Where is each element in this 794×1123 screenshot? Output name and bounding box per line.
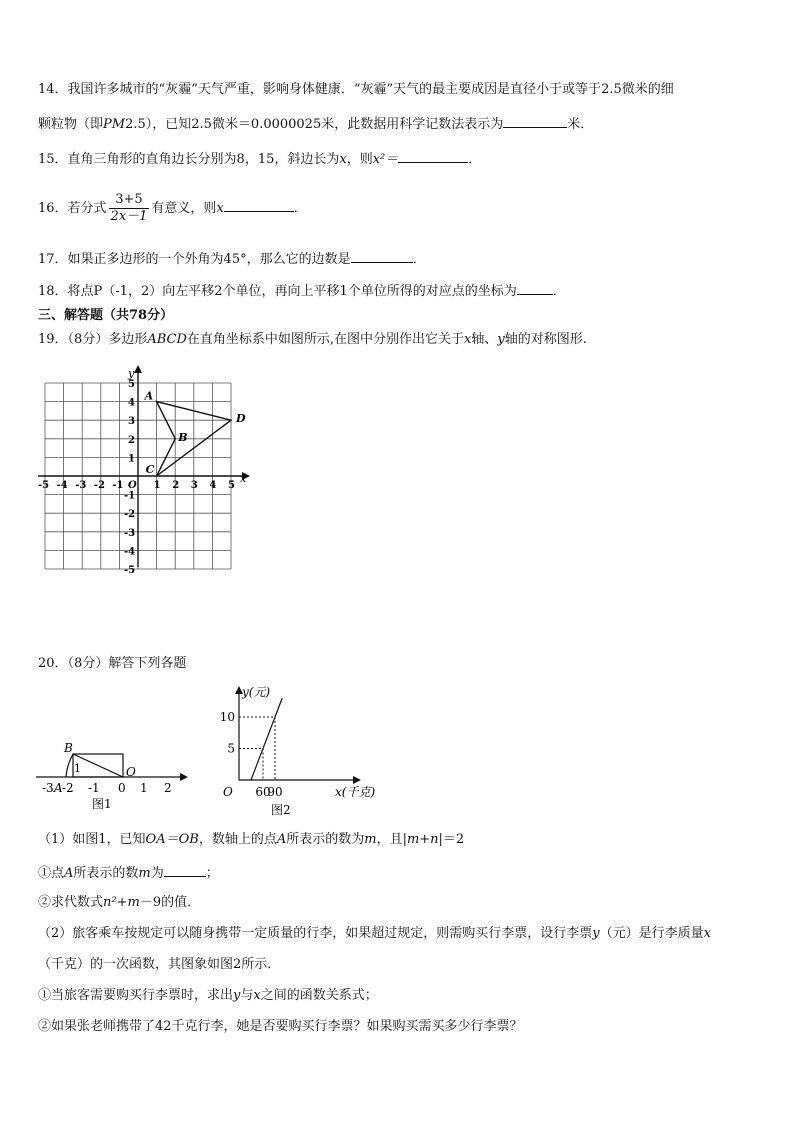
y-tick-label: 2 (128, 434, 135, 446)
q20-s1-b: 所表示的数 (73, 866, 139, 881)
q19-line (38, 330, 587, 350)
q17-text-b: ． (412, 252, 426, 267)
q14-text: 14．我国许多城市的“灰霾”天气严重，影响身体健康．“灰霾”天气的最主要成因是直径小于或等于2.5微米的细 (38, 82, 674, 97)
q20-s1-answer-blank[interactable] (164, 862, 206, 877)
q20-task2: ②如果张老师携带了42千克行李，她是否要购买行李票？如果购买需买多少行李票？ (38, 1019, 523, 1034)
y-tick-label: -2 (124, 509, 136, 521)
q16-text-b: 有意义，则 (151, 201, 217, 216)
q20-part2-line2: （千克）的一次函数，其图象如图2所示． (38, 957, 281, 972)
tick-neg3: -3 (42, 781, 54, 795)
q20-t1-b: 与 (240, 988, 254, 1003)
q15-var-x: x (339, 152, 347, 167)
label-b: B (64, 741, 73, 755)
q19-var-x: x (464, 332, 472, 347)
tick-one: 1 (140, 781, 148, 795)
x-tick-label: 2 (172, 480, 180, 491)
q20-p2-a: （2）旅客乘车按规定可以随身携带一定质量的行李，如果超过规定，则需购买行李票，设行李票 (38, 926, 593, 941)
q20-p1-eq: OA＝OB (145, 832, 199, 847)
fig1-caption: 图1 (92, 797, 112, 811)
q20-p1-b: ，数轴上的点 (198, 832, 277, 847)
fig2-y-label: y(元) (242, 685, 271, 699)
q16-denominator: 2x－1 (110, 209, 148, 224)
y-tick-label: -1 (124, 490, 136, 502)
q16-answer-blank[interactable] (224, 197, 294, 212)
y-tick-label: 5 (128, 379, 135, 390)
q14-pm: PM (103, 117, 126, 132)
q14-text-b: 2.5），已知2.5微米＝0.0000025米，此数据用科学记数法表示为 (125, 117, 504, 132)
y-axis-label: y (128, 367, 135, 380)
q16-var-x: x (216, 201, 224, 216)
x-tick-labels (38, 480, 235, 491)
q19-poly: ABCD (147, 332, 187, 347)
vertex-label-b: B (178, 430, 188, 444)
q15-expr: x²＝ (372, 152, 399, 167)
q16-line (38, 192, 307, 225)
y-tick-label: 4 (128, 397, 135, 409)
x-tick-label: -2 (93, 480, 105, 491)
fig2-ytick-5: 5 (227, 741, 235, 756)
q20-p2-x: x (703, 926, 711, 941)
q15-answer-blank[interactable] (398, 148, 468, 163)
q14-text-a: 颗粒物（即 (38, 117, 104, 132)
q20-sub1 (38, 862, 219, 884)
tick-neg1: -1 (88, 781, 100, 795)
q14-line2 (38, 113, 593, 135)
q20-s1-c: 为 (150, 866, 164, 881)
q20-t1-y: y (233, 988, 241, 1003)
q16-numerator: 3+5 (109, 192, 150, 209)
q20-p1-a: （1）如图1，已知 (38, 832, 146, 847)
q20-s1-point-a: A (64, 866, 74, 881)
q15-text-c: ． (468, 152, 482, 167)
q20-s2-b: －9的值． (139, 895, 201, 910)
q15-text-b: ，则 (346, 152, 373, 167)
vertex-label-c: C (145, 463, 155, 476)
x-tick-label: 3 (190, 480, 198, 491)
vertex-label-d: D (236, 412, 246, 426)
q14-answer-blank[interactable] (503, 113, 567, 128)
q20-part2-line1 (38, 924, 711, 944)
tick-neg2: -2 (62, 781, 74, 795)
y-tick-label: 3 (128, 416, 135, 428)
q19-text-d: 轴的对称图形. (504, 332, 587, 347)
q20-s2-a: ②求代数式 (38, 895, 104, 910)
label-a: A (54, 781, 63, 795)
q20-p2-y: y (592, 926, 600, 941)
q16-text-a: 16．若分式 (38, 201, 107, 216)
q20-p1-e: |＝2 (438, 832, 465, 847)
x-axis-label: x (240, 472, 247, 485)
y-tick-label: -5 (124, 565, 136, 575)
q17-answer-blank[interactable] (351, 248, 413, 263)
figure-1-number-line (30, 732, 200, 812)
y-tick-label: -4 (124, 546, 136, 558)
fig2-ytick-10: 10 (219, 710, 235, 724)
q20-p1-d: ，且| (376, 832, 407, 847)
q20-p1-c: 所表示的数为 (286, 832, 365, 847)
x-tick-label: 1 (153, 480, 161, 491)
q18-line (38, 280, 566, 302)
y-tick-label: -3 (124, 527, 136, 539)
q20-t1-x: x (253, 988, 261, 1003)
q17-line (38, 248, 426, 270)
fig2-x-axis-arrow (353, 776, 361, 784)
x-tick-label: -3 (75, 480, 87, 491)
q20-s1-d: ； (205, 866, 219, 881)
q20-p1-mn: m+n (406, 832, 439, 847)
q16-fraction (109, 192, 150, 225)
q20-title: 20．（8分）解答下列各题 (38, 656, 187, 671)
q18-text-a: 18．将点P（-1，2）向左平移2个单位，再向上平移1个单位所得的对应点的坐标为 (38, 284, 517, 299)
q14-line1 (38, 80, 674, 100)
q20-p1-m: m (364, 832, 377, 847)
x-tick-label: -1 (112, 480, 124, 491)
number-line-arrow (180, 773, 188, 781)
q20-p1-point-a: A (276, 832, 287, 847)
fig2-xtick-90: 90 (267, 785, 283, 799)
q19-text-b: 在直角坐标系中如图所示,在图中分别作出它关于 (186, 332, 465, 347)
q20-t1-c: 之间的函数关系式； (260, 988, 378, 1003)
q20-t1-a: ①当旅客需要购买行李票时，求出 (38, 988, 234, 1003)
function-line (251, 698, 282, 780)
y-axis-arrow (134, 365, 142, 373)
q18-text-b: ． (552, 284, 566, 299)
label-o: O (126, 765, 136, 779)
q20-s1-a: ①点 (38, 866, 65, 881)
arc-ba (66, 754, 73, 777)
section-heading: 三、解答题（共78分） (38, 308, 174, 323)
x-tick-label: O (128, 480, 137, 491)
q20-part1 (38, 830, 464, 850)
fig2-origin: O (223, 785, 233, 799)
q19-var-y: y (497, 332, 505, 347)
q14-text-c: 米． (567, 117, 594, 132)
fig2-x-label: x(千克) (335, 785, 376, 799)
figure-2-function-graph (215, 680, 395, 820)
q20-s2-expr: n²+m (103, 895, 140, 910)
q15-text-a: 15．直角三角形的直角边长分别为8，15，斜边长为 (38, 152, 340, 167)
label-one: 1 (74, 762, 81, 775)
q20-p2-b: （元）是行李质量 (599, 926, 704, 941)
fig2-caption: 图2 (271, 803, 291, 817)
x-tick-label: -4 (56, 480, 68, 491)
x-tick-label: 4 (209, 480, 217, 491)
tick-zero: 0 (118, 781, 126, 795)
y-tick-label: 1 (128, 453, 135, 465)
vertex-label-a: A (144, 389, 154, 403)
q19-text-c: 轴、 (471, 332, 498, 347)
q18-answer-blank[interactable] (517, 280, 553, 295)
coordinate-grid-figure (30, 365, 260, 575)
q20-s1-m: m (138, 866, 151, 881)
q16-text-c: ． (293, 201, 307, 216)
y-tick-labels (124, 379, 135, 575)
x-tick-label: -5 (38, 480, 50, 491)
q20-task1 (38, 986, 378, 1006)
q17-text-a: 17．如果正多边形的一个外角为45°，那么它的边数是 (38, 252, 351, 267)
tick-two: 2 (164, 781, 172, 795)
fig2-xtick-60: 60 (255, 785, 271, 799)
q20-sub2 (38, 893, 200, 913)
q19-text-a: 19．（8分）多边形 (38, 332, 148, 347)
q15-line (38, 148, 481, 170)
x-tick-label: 5 (228, 480, 235, 491)
